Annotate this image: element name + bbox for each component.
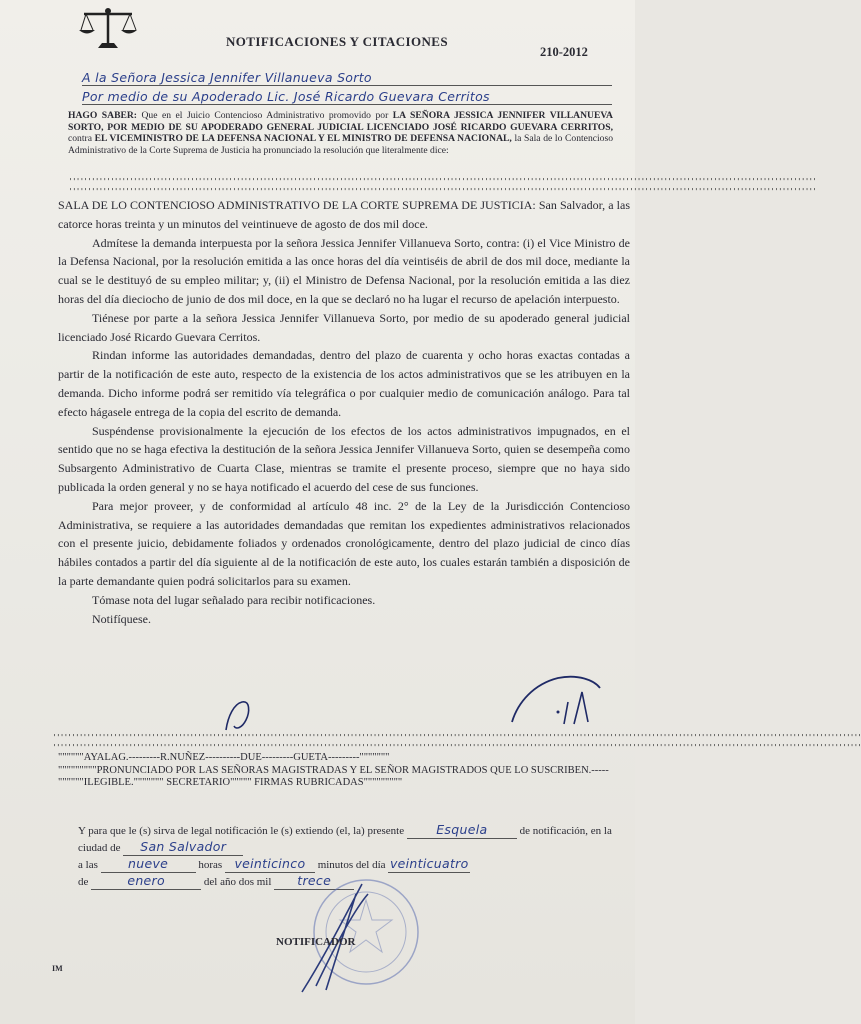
signature-mark-right bbox=[508, 672, 612, 730]
addressee-line-1: A la Señora Jessica Jennifer Villanueva Sorto bbox=[82, 70, 612, 86]
case-number: 210-2012 bbox=[540, 45, 588, 59]
notification-text-7: del año dos mil bbox=[203, 876, 272, 888]
hago-saber-plaintiff: LA SEÑORA JESSICA JENNIFER VILLANUEVA SORTO, POR MEDIO DE SU APODERADO GENERAL JUDICIAL LICENCIADO JOSÉ RICARDO GUEVARA CERRITOS, bbox=[68, 110, 613, 133]
notification-text-1: Y para que le (s) sirva de legal notificación le (s) extiendo (el, la) presente bbox=[78, 825, 405, 837]
hago-saber-text-3: la Sala de lo Contencioso Administrativo de la Corte Suprema de Justicia ha pronunciado la resolución que literalmente dice: bbox=[68, 133, 613, 156]
dotted-separator: '''''''''''''''''''''''''''''''''''''''''''''''''''''''''''''''''''''''''''''''''''''''''''''''''''''''''''''''''''''''''''''''''''''''''''''''''''''''''''''''''''''''''''''''''''''''''''''''''''' bbox=[68, 187, 817, 196]
field-ciudad: San Salvador bbox=[123, 839, 243, 856]
addressee-line-2: Por medio de su Apoderado Lic. José Ricardo Guevara Cerritos bbox=[82, 89, 612, 105]
hago-saber-defendants: EL VICEMINISTRO DE LA DEFENSA NACIONAL Y EL MINISTRO DE DEFENSA NACIONAL, bbox=[94, 133, 512, 145]
suspension-paragraph: Suspéndense provisionalmente la ejecución de los efectos de los actos administrativos impugnados, en el sentido que no se haga efectiva la destitución de la señora Jessica Jennifer Villanueva Sorto, quien se desempeña como Subsargento Administrativo de Cuarta Clase, mientras se tramite el presente proceso, siempre que no haya sido publicada la orden general y no se haya notificado el acuerdo del cese de sus funciones. bbox=[58, 423, 630, 494]
document-title: NOTIFICACIONES Y CITACIONES bbox=[226, 34, 448, 49]
official-stamp bbox=[296, 874, 426, 994]
party-paragraph: Tiénese por parte a la señora Jessica Jennifer Villanueva Sorto, por medio de su apoderado general judicial licenciado José Ricardo Guevara Cerritos. bbox=[58, 310, 630, 344]
notification-text-2: de notificación, en la ciudad de bbox=[78, 825, 612, 854]
resolution-heading-paragraph: SALA DE LO CONTENCIOSO ADMINISTRATIVO DE LA CORTE SUPREMA DE JUSTICIA: San Salvador, a las catorce horas treinta y un minutos del veintinueve de agosto de dos mil doce. bbox=[58, 198, 630, 231]
magistrates-signatures-line: """"""AYALAG.---------R.NUÑEZ----------DUE---------GUETA---------""""""" bbox=[58, 752, 390, 763]
field-minutos: veinticinco bbox=[225, 856, 315, 873]
signatures-block bbox=[58, 752, 618, 790]
report-paragraph: Rindan informe las autoridades demandadas, dentro del plazo de cuarenta y ocho horas exactas contadas a partir de la notificación de este auto, respecto de la existencia de los actos administrativos que se les atribuyen en la demanda. Dicho informe podrá ser remitido vía telegráfica o por cualquier medio de comunicación análogo. Para tal efecto hágasele entrega de la copia del escrito de demanda. bbox=[58, 348, 630, 419]
admission-paragraph: Admítese la demanda interpuesta por la señora Jessica Jennifer Villanueva Sorto, contra: (i) el Vice Ministro de la Defensa Nacional, por la resolución emitida a las once horas del día veintiséis de abril de dos mil doce, mediante la cual se le destituyó de su empleo militar; y, (ii) el Ministro de Defensa Nacional, por la resolución emitida a las diez horas del día dieciocho de junio de dos mil doce, en la que se declaró no ha lugar el recurso de apelación interpuesto. bbox=[58, 235, 630, 306]
field-presente: Esquela bbox=[407, 822, 517, 839]
hago-saber-text-1: Que en el Juicio Contencioso Administrativo promovido por bbox=[137, 110, 393, 121]
notify-paragraph: Notifíquese. bbox=[92, 611, 151, 626]
pronounced-by-text: """""""""PRONUNCIADO POR LAS SEÑORAS MAGISTRADAS Y EL SEÑOR MAGISTRADOS QUE LO SUSCRIBEN.-----""""""ILEGIBLE.""""""" SECRETARIO""""" FIRMAS RUBRICADAS""""""""" bbox=[58, 764, 609, 789]
field-horas: nueve bbox=[101, 856, 196, 873]
notification-text-3: a las bbox=[78, 859, 98, 871]
hago-saber-text-2: contra bbox=[68, 133, 95, 145]
records-paragraph: Para mejor proveer, y de conformidad al artículo 48 inc. 2° de la Ley de la Jurisdicción Contencioso Administrativa, se requiere a las autoridades demandadas que remitan los expedientes administrativos relacionados con el presente juicio, debidamente foliados y ordenados cronológicamente, dentro del plazo judicial de cinco días hábiles contados a partir del día siguiente al de la notificación de este auto, los cuales estarán también a disposición de la parte demandante quien podrá solicitarlos para su examen. bbox=[58, 498, 630, 588]
dotted-separator: '''''''''''''''''''''''''''''''''''''''''''''''''''''''''''''''''''''''''''''''''''''''''''''''''''''''''''''''''''''''''''''''''''''''''''''''''''''''''''''''''''''''''''''''''''''''''''''''''''' bbox=[68, 177, 817, 186]
resolution-body bbox=[58, 196, 630, 628]
notificador-label: NOTIFICADOR bbox=[276, 936, 356, 948]
hago-saber-label: HAGO SABER: bbox=[68, 110, 137, 121]
notification-text-6: de bbox=[78, 876, 89, 888]
field-mes: enero bbox=[91, 873, 201, 890]
hago-saber-paragraph bbox=[68, 110, 613, 156]
footer-initials: IM bbox=[52, 964, 63, 973]
scales-of-justice-logo bbox=[78, 6, 138, 50]
note-paragraph: Tómase nota del lugar señalado para recibir notificaciones. bbox=[92, 592, 376, 607]
field-dia: veinticuatro bbox=[389, 856, 469, 871]
field-anio: trece bbox=[274, 873, 354, 890]
notification-text-5: minutos del día bbox=[317, 859, 386, 871]
dotted-separator: '''''''''''''''''''''''''''''''''''''''''''''''''''''''''''''''''''''''''''''''''''''''''''''''''''''''''''''''''''''''''''''''''''''''''''''''''''''''''''''''''''''''''''''''''''''''''''''''''''''''''''''''''''' bbox=[52, 733, 861, 742]
dotted-separator: '''''''''''''''''''''''''''''''''''''''''''''''''''''''''''''''''''''''''''''''''''''''''''''''''''''''''''''''''''''''''''''''''''''''''''''''''''''''''''''''''''''''''''''''''''''''''''''''''''''''''''''''''''' bbox=[52, 743, 861, 752]
signature-mark-left bbox=[220, 698, 260, 732]
notification-text-4: horas bbox=[198, 859, 223, 871]
